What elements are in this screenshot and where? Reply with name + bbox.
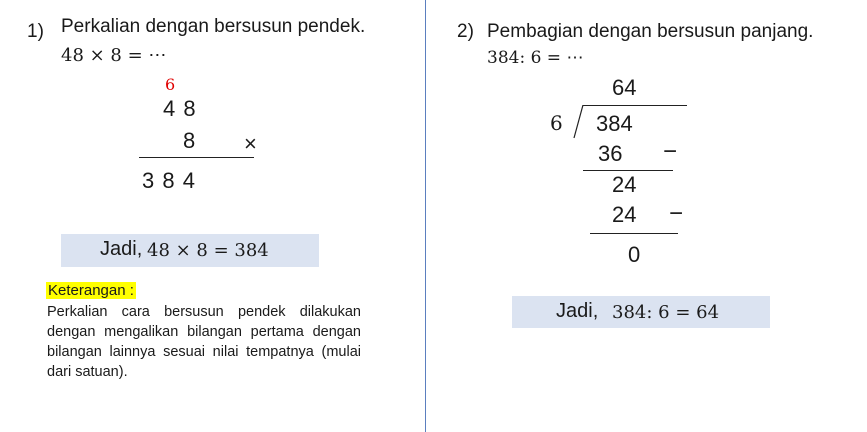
carry-digit: 6 — [165, 75, 176, 94]
multiplier: 8 — [183, 128, 196, 153]
multiplication-result: 3 8 4 — [142, 168, 196, 193]
subtraction-2-sign: − — [669, 200, 684, 227]
multiplicand: 4 8 — [163, 96, 197, 121]
conclusion-prefix: Jadi, — [556, 300, 599, 322]
division-bracket — [570, 105, 584, 139]
multiply-operator: × — [244, 131, 257, 156]
dividend: 384 — [596, 111, 633, 136]
subtraction-2-value: 24 — [612, 202, 637, 227]
subtraction-1-sign: − — [663, 138, 678, 165]
conclusion-prefix: Jadi, — [100, 238, 143, 260]
problem-heading: Perkalian dengan bersusun pendek. — [61, 16, 366, 37]
division-bar — [583, 105, 687, 106]
conclusion-math: 384: 6 = 64 — [612, 302, 720, 323]
final-remainder: 0 — [628, 242, 641, 267]
problem-number: 1) — [27, 21, 44, 42]
problem-number: 2) — [457, 21, 474, 42]
problem-expression: 384: 6 = ⋯ — [487, 48, 584, 68]
problem-expression: 48 × 8 = ⋯ — [61, 45, 167, 66]
subtraction-1-line — [583, 170, 673, 171]
note-text: Perkalian cara bersusun pendek dilakukan dengan mengalikan bilangan pertama dengan bilangan lainnya sesuai nilai tempatnya (mulai dari satuan). — [47, 304, 361, 380]
note-title: Keterangan : — [48, 282, 134, 299]
conclusion-math: 48 × 8 = 384 — [147, 240, 269, 261]
divisor: 6 — [550, 111, 563, 135]
conclusion-box — [512, 296, 770, 328]
problem-heading: Pembagian dengan bersusun panjang. — [487, 21, 814, 42]
subtraction-1-value: 36 — [598, 141, 623, 166]
quotient: 64 — [612, 75, 637, 100]
subtraction-2-line — [590, 233, 678, 234]
multiplication-line — [139, 157, 254, 158]
conclusion-box — [61, 234, 319, 267]
remainder-1: 24 — [612, 172, 637, 197]
column-divider — [425, 0, 426, 432]
